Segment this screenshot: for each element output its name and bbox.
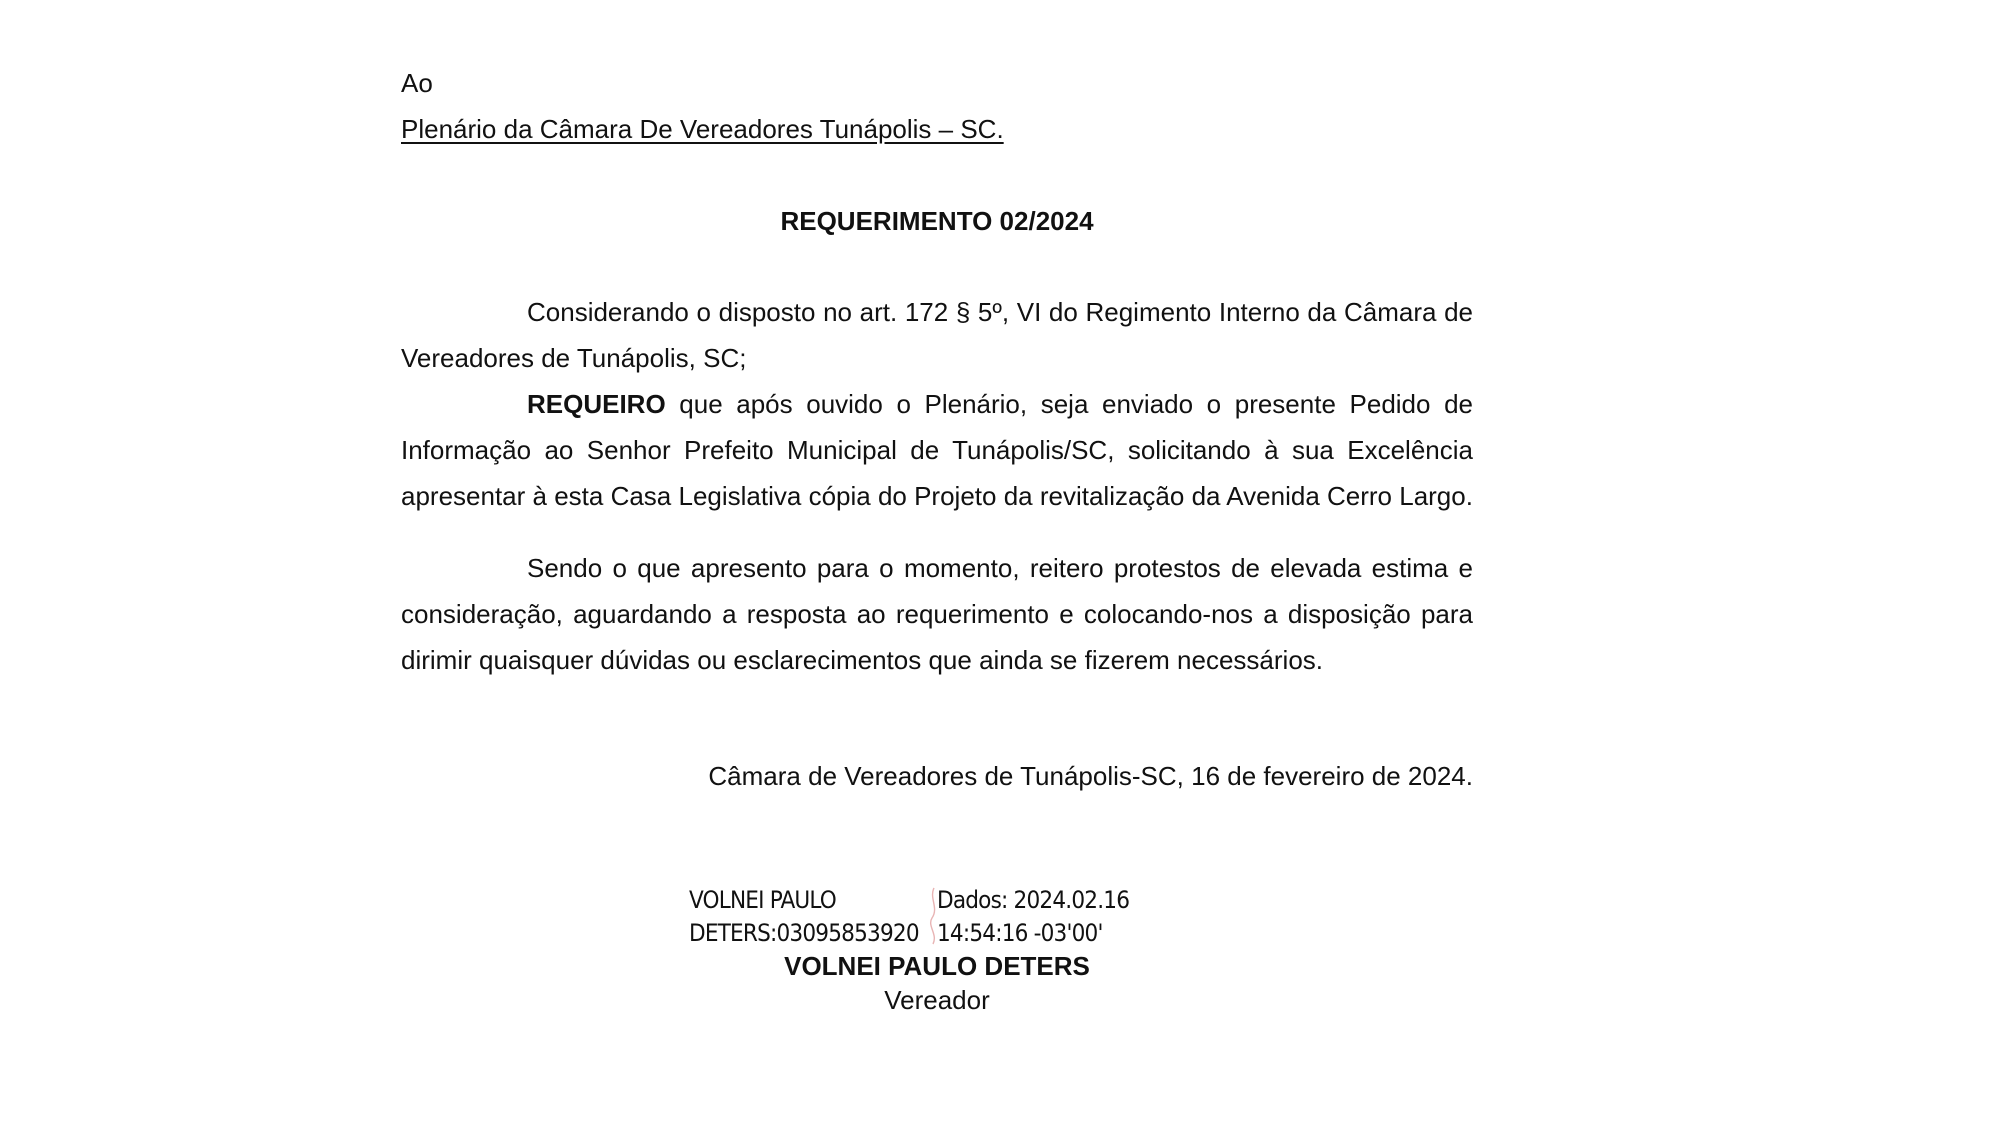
requeiro-keyword: REQUEIRO xyxy=(527,389,666,419)
digital-signature-name xyxy=(689,884,939,950)
addressee-to: Ao xyxy=(401,68,433,98)
addressee-place: Plenário da Câmara De Vereadores Tunápolis – SC. xyxy=(401,114,1004,144)
paragraph-closing: Sendo o que apresento para o momento, reitero protestos de elevada estima e consideração, aguardando a resposta ao requerimento e colocando-nos a disposição para dirimir quaisquer dúvidas ou esclarecimentos que ainda se fizerem necessários. xyxy=(401,553,1473,675)
signature-name-line1: VOLNEI PAULO xyxy=(689,886,836,914)
paragraph-requeiro xyxy=(401,381,1473,519)
paragraph-considerando: Considerando o disposto no art. 172 § 5º, VI do Regimento Interno da Câmara de Vereadores de Tunápolis, SC; xyxy=(401,297,1473,373)
requeiro-text: que após ouvido o Plenário, seja enviado o presente Pedido de Informação ao Senhor Prefeito Municipal de Tunápolis/SC, solicitando à sua Excelência apresentar à esta Casa Legislativa cópia do Projeto da revitalização da Avenida Cerro Largo. xyxy=(401,389,1473,511)
digital-signature-data xyxy=(937,884,1227,950)
signer-role: Vereador xyxy=(884,985,990,1015)
signature-data-line1: Dados: 2024.02.16 xyxy=(937,886,1130,914)
signer-name: VOLNEI PAULO DETERS xyxy=(784,951,1090,981)
addressee-block xyxy=(401,60,1473,152)
document-body xyxy=(401,289,1473,683)
document-title: REQUERIMENTO 02/2024 xyxy=(780,206,1094,236)
signature-name-line2: DETERS:03095853920 xyxy=(689,919,919,947)
digital-signature xyxy=(689,884,1209,950)
signature-data-line2: 14:54:16 -03'00' xyxy=(937,919,1103,947)
place-date: Câmara de Vereadores de Tunápolis-SC, 16 de fevereiro de 2024. xyxy=(708,761,1473,791)
